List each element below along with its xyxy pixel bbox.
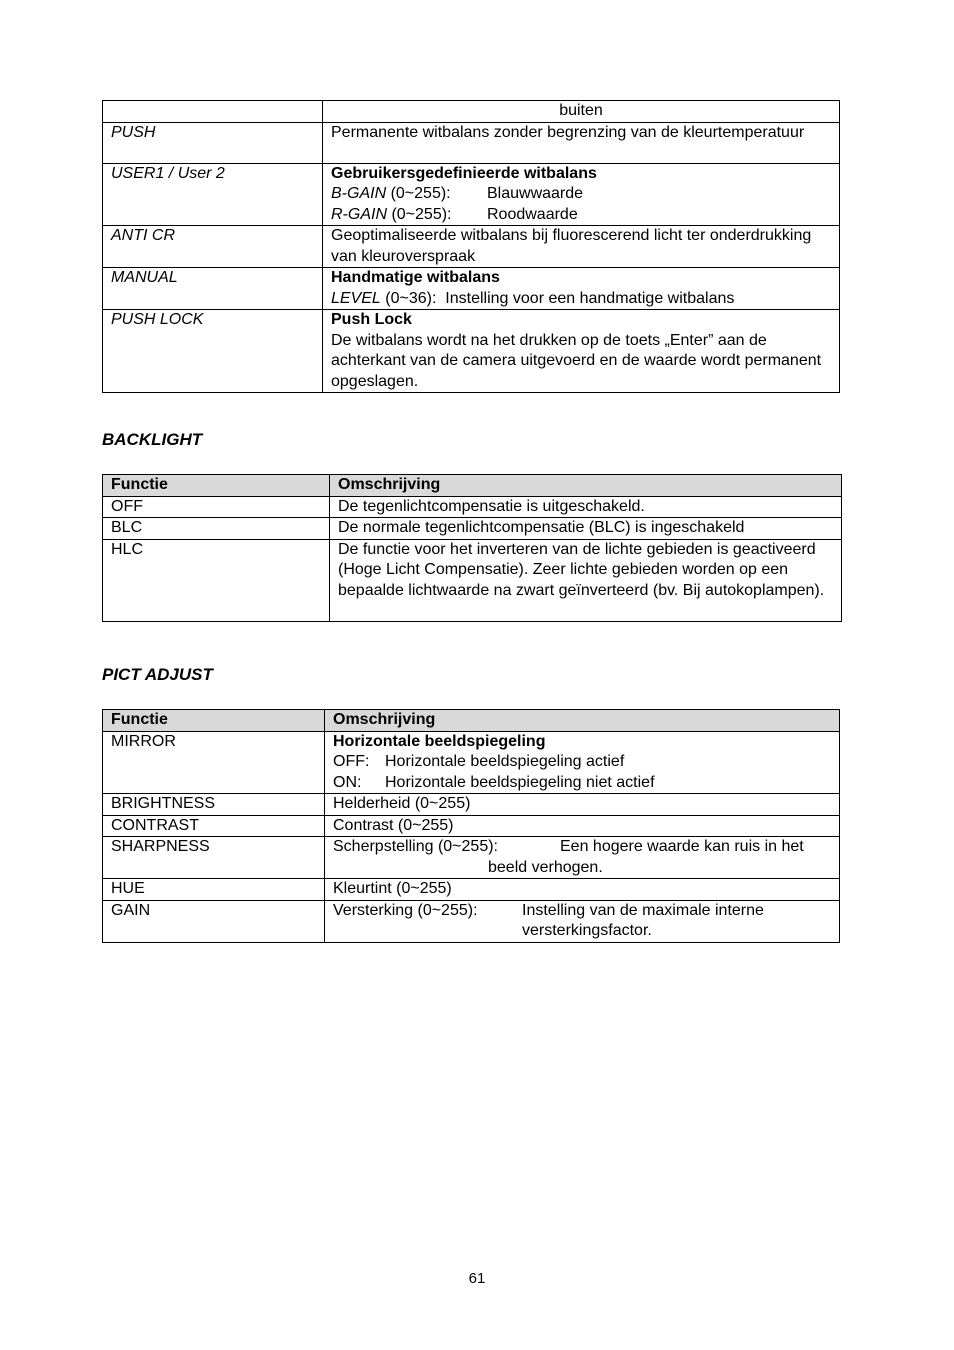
col-header-func: Functie bbox=[103, 475, 330, 497]
pict-adjust-table bbox=[102, 709, 840, 943]
param-name: B-GAIN bbox=[331, 185, 387, 202]
func-cell: BLC bbox=[103, 518, 330, 540]
option-label: ON: bbox=[333, 773, 362, 791]
table-row bbox=[103, 163, 840, 226]
white-balance-table bbox=[102, 100, 840, 393]
func-cell bbox=[103, 101, 323, 123]
param-line bbox=[333, 837, 831, 858]
param-range: (0~36): bbox=[385, 289, 437, 307]
option-text: Horizontale beeldspiegeling actief bbox=[385, 753, 625, 770]
func-cell: CONTRAST bbox=[103, 815, 325, 837]
param-label: Versterking (0~255): bbox=[333, 901, 478, 919]
table-row bbox=[103, 496, 842, 518]
param-text-continued: versterkingsfactor. bbox=[522, 922, 652, 939]
param-line bbox=[333, 901, 831, 922]
func-cell: GAIN bbox=[103, 900, 325, 942]
func-cell: PUSH bbox=[103, 122, 323, 163]
col-header-desc: Omschrijving bbox=[330, 475, 842, 497]
backlight-heading: BACKLIGHT bbox=[102, 430, 203, 449]
func-cell: ANTI CR bbox=[103, 226, 323, 268]
func-cell: MIRROR bbox=[103, 731, 325, 794]
desc-cell bbox=[323, 268, 840, 310]
desc-cell: De normale tegenlichtcompensatie (BLC) is ingeschakeld bbox=[330, 518, 842, 540]
func-cell: HUE bbox=[103, 879, 325, 901]
table-row bbox=[103, 900, 840, 942]
desc-title: Gebruikersgedefinieerde witbalans bbox=[331, 164, 597, 182]
desc-cell: De tegenlichtcompensatie is uitgeschakeld. bbox=[330, 496, 842, 518]
func-cell: USER1 / User 2 bbox=[103, 163, 323, 226]
table-row bbox=[103, 518, 842, 540]
option-line bbox=[333, 752, 831, 773]
param-text-continued: beeld verhogen. bbox=[488, 858, 603, 876]
backlight-table bbox=[102, 474, 842, 622]
table-row bbox=[103, 879, 840, 901]
param-label: Scherpstelling (0~255): bbox=[333, 838, 498, 855]
param-name: LEVEL bbox=[331, 289, 381, 307]
table-row bbox=[103, 794, 840, 816]
col-header-desc: Omschrijving bbox=[325, 710, 840, 732]
option-label: OFF: bbox=[333, 753, 370, 770]
param-line bbox=[331, 184, 831, 205]
table-row bbox=[103, 310, 840, 393]
desc-title: Push Lock bbox=[331, 311, 412, 328]
func-cell: HLC bbox=[103, 539, 330, 621]
param-text: Instelling van de maximale interne bbox=[522, 901, 764, 919]
param-value: Instelling voor een handmatige witbalans bbox=[445, 289, 735, 307]
desc-cell bbox=[325, 731, 840, 794]
desc-cell: Helderheid (0~255) bbox=[325, 794, 840, 816]
param-name: R-GAIN bbox=[331, 205, 387, 223]
desc-text: De witbalans wordt na het drukken op de toets „Enter” aan de achterkant van de camera uitgevoerd en de waarde wordt permanent opgeslagen. bbox=[331, 331, 822, 390]
table-header-row bbox=[103, 710, 840, 732]
table-row bbox=[103, 837, 840, 879]
pict-adjust-heading: PICT ADJUST bbox=[102, 665, 213, 684]
func-cell: SHARPNESS bbox=[103, 837, 325, 879]
option-line bbox=[333, 773, 831, 794]
col-header-func: Functie bbox=[103, 710, 325, 732]
table-row bbox=[103, 268, 840, 310]
table-header-row bbox=[103, 475, 842, 497]
func-cell: OFF bbox=[103, 496, 330, 518]
table-row bbox=[103, 731, 840, 794]
desc-cell: Contrast (0~255) bbox=[325, 815, 840, 837]
func-cell: BRIGHTNESS bbox=[103, 794, 325, 816]
param-text: Een hogere waarde kan ruis in het bbox=[560, 838, 804, 855]
page-number: 61 bbox=[468, 1270, 486, 1287]
desc-cell bbox=[325, 837, 840, 879]
desc-cell: Geoptimaliseerde witbalans bij fluorescerend licht ter onderdrukking van kleuroverspraak bbox=[323, 226, 840, 268]
param-line bbox=[331, 205, 831, 226]
param-value: Roodwaarde bbox=[487, 205, 578, 223]
desc-cell bbox=[325, 900, 840, 942]
desc-cell: buiten bbox=[323, 101, 840, 123]
desc-cell bbox=[323, 310, 840, 393]
desc-title: Handmatige witbalans bbox=[331, 269, 500, 286]
table-row bbox=[103, 539, 842, 621]
param-range: (0~255): bbox=[390, 185, 451, 202]
desc-cell: Permanente witbalans zonder begrenzing van de kleurtemperatuur bbox=[323, 122, 840, 163]
option-text: Horizontale beeldspiegeling niet actief bbox=[385, 773, 655, 791]
table-row bbox=[103, 815, 840, 837]
table-row bbox=[103, 122, 840, 163]
table-row bbox=[103, 226, 840, 268]
func-cell: MANUAL bbox=[103, 268, 323, 310]
desc-title: Horizontale beeldspiegeling bbox=[333, 732, 546, 750]
param-value: Blauwwaarde bbox=[487, 185, 584, 202]
param-line bbox=[331, 289, 831, 310]
table-row bbox=[103, 101, 840, 123]
desc-cell bbox=[323, 163, 840, 226]
func-cell: PUSH LOCK bbox=[103, 310, 323, 393]
desc-cell: De functie voor het inverteren van de lichte gebieden is geactiveerd (Hoge Licht Compensatie). Zeer lichte gebieden worden op een bepaalde lichtwaarde na zwart geïnverteerd (bv. Bij autokoplampen). bbox=[330, 539, 842, 621]
desc-cell: Kleurtint (0~255) bbox=[325, 879, 840, 901]
param-range: (0~255): bbox=[391, 205, 452, 223]
